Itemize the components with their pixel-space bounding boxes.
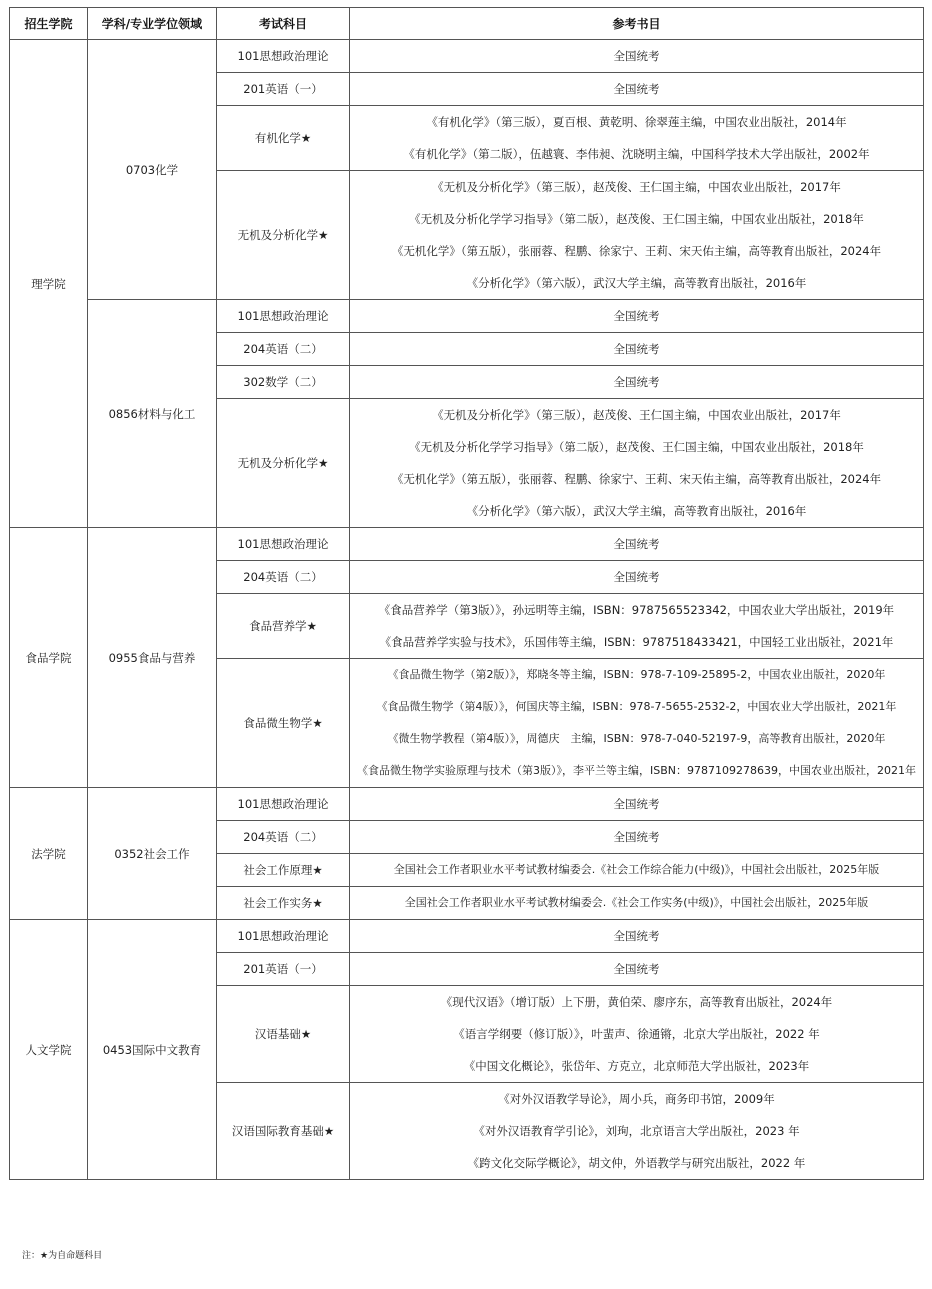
- reference-line: 《无机及分析化学》（第三版），赵茂俊、王仁国主编，中国农业出版社，2017年: [432, 408, 841, 422]
- major-cell: 0703化学: [88, 40, 217, 300]
- footnote: 注：★为自命题科目: [22, 1251, 103, 1261]
- subject-cell: 101思想政治理论: [217, 920, 350, 953]
- table-row: [10, 920, 924, 953]
- reference-cell: 全国社会工作者职业水平考试教材编委会.《社会工作综合能力(中级)》，中国社会出版社，2025年版: [350, 854, 924, 887]
- reference-line: 《中国文化概论》，张岱年、方克立，北京师范大学出版社，2023年: [463, 1059, 810, 1073]
- reference-cell: [350, 106, 924, 171]
- table-row: [10, 528, 924, 561]
- table-row: [10, 40, 924, 73]
- reference-line: 《跨文化交际学概论》，胡文仲，外语教学与研究出版社，2022 年: [467, 1156, 806, 1170]
- reference-line: 《无机及分析化学》（第三版），赵茂俊、王仁国主编，中国农业出版社，2017年: [432, 180, 841, 194]
- subject-cell: 食品微生物学★: [217, 659, 350, 788]
- subject-cell: 有机化学★: [217, 106, 350, 171]
- subject-cell: 101思想政治理论: [217, 40, 350, 73]
- reference-line: 《食品营养学（第3版）》，孙远明等主编，ISBN：9787565523342，中国农业大学出版社，2019年: [378, 603, 895, 617]
- reference-cell: 全国统考: [350, 561, 924, 594]
- reference-cell: 全国统考: [350, 953, 924, 986]
- reference-line: 《食品营养学实验与技术》，乐国伟等主编，ISBN：9787518433421，中国轻工业出版社，2021年: [379, 635, 894, 649]
- admission-table: [9, 7, 924, 1180]
- subject-cell: 食品营养学★: [217, 594, 350, 659]
- subject-cell: 302数学（二）: [217, 366, 350, 399]
- table-row: [10, 788, 924, 821]
- reference-line: 《微生物学教程（第4版）》，周德庆 主编，ISBN：978-7-040-52197-9，高等教育出版社，2020年: [387, 732, 886, 745]
- reference-cell: [350, 659, 924, 788]
- header-reference-books: 参考书目: [350, 8, 924, 40]
- college-cell: 理学院: [10, 40, 88, 528]
- reference-line: 《食品微生物学（第2版）》，郑晓冬等主编，ISBN：978-7-109-25895-2，中国农业出版社，2020年: [387, 668, 886, 681]
- major-cell: 0856材料与化工: [88, 300, 217, 528]
- reference-cell: 全国统考: [350, 920, 924, 953]
- reference-line: 《无机化学》（第五版），张丽蓉、程鹏、徐家宁、王莉、宋天佑主编，高等教育出版社，2024年: [391, 472, 882, 486]
- subject-cell: 204英语（二）: [217, 333, 350, 366]
- reference-line: 《现代汉语》（增订版）上下册，黄伯荣、廖序东，高等教育出版社，2024年: [440, 995, 833, 1009]
- header-exam-subject: 考试科目: [217, 8, 350, 40]
- reference-line: 《分析化学》（第六版），武汉大学主编，高等教育出版社，2016年: [466, 504, 807, 518]
- subject-cell: 社会工作实务★: [217, 887, 350, 920]
- subject-cell: 204英语（二）: [217, 821, 350, 854]
- reference-cell: 全国统考: [350, 73, 924, 106]
- reference-line: 《无机化学》（第五版），张丽蓉、程鹏、徐家宁、王莉、宋天佑主编，高等教育出版社，2024年: [391, 244, 882, 258]
- reference-line: 《有机化学》（第三版），夏百根、黄乾明、徐翠莲主编，中国农业出版社，2014年: [426, 115, 847, 129]
- reference-cell: 全国统考: [350, 366, 924, 399]
- table-header-row: [10, 8, 924, 40]
- reference-cell: 全国统考: [350, 788, 924, 821]
- table-row: [10, 300, 924, 333]
- reference-cell: 全国统考: [350, 528, 924, 561]
- reference-line: 《食品微生物学（第4版）》，何国庆等主编，ISBN：978-7-5655-2532-2，中国农业大学出版社，2021年: [376, 700, 897, 713]
- reference-cell: 全国统考: [350, 821, 924, 854]
- reference-cell: 全国统考: [350, 40, 924, 73]
- subject-cell: 101思想政治理论: [217, 300, 350, 333]
- college-cell: 食品学院: [10, 528, 88, 788]
- subject-cell: 101思想政治理论: [217, 788, 350, 821]
- reference-line-wrapped: 《食品微生物学实验原理与技术（第3版）》，李平兰等主编，ISBN：9787109278639，中国农业出版社，2021年: [357, 764, 916, 777]
- reference-cell: [350, 1083, 924, 1180]
- reference-line: 《分析化学》（第六版），武汉大学主编，高等教育出版社，2016年: [466, 276, 807, 290]
- header-college: 招生学院: [10, 8, 88, 40]
- college-cell: 法学院: [10, 788, 88, 920]
- reference-line: 《有机化学》（第二版），伍越寰、李伟昶、沈晓明主编，中国科学技术大学出版社，2002年: [403, 147, 870, 161]
- reference-cell: [350, 594, 924, 659]
- reference-line: 《语言学纲要（修订版）》，叶蜚声、徐通锵，北京大学出版社，2022 年: [453, 1027, 820, 1041]
- subject-cell: 汉语国际教育基础★: [217, 1083, 350, 1180]
- college-cell: 人文学院: [10, 920, 88, 1180]
- subject-cell: 无机及分析化学★: [217, 399, 350, 528]
- reference-cell: [350, 171, 924, 300]
- reference-line: 《无机及分析化学学习指导》（第二版），赵茂俊、王仁国主编，中国农业出版社，2018年: [409, 212, 864, 226]
- reference-line: 《对外汉语教学导论》，周小兵，商务印书馆，2009年: [498, 1092, 775, 1106]
- reference-cell: 全国统考: [350, 300, 924, 333]
- reference-line: 《无机及分析化学学习指导》（第二版），赵茂俊、王仁国主编，中国农业出版社，2018年: [409, 440, 864, 454]
- major-cell: 0453国际中文教育: [88, 920, 217, 1180]
- major-cell: 0352社会工作: [88, 788, 217, 920]
- reference-cell: 全国社会工作者职业水平考试教材编委会.《社会工作实务(中级)》，中国社会出版社，2025年版: [350, 887, 924, 920]
- subject-cell: 101思想政治理论: [217, 528, 350, 561]
- header-major: 学科/专业学位领域: [88, 8, 217, 40]
- subject-cell: 204英语（二）: [217, 561, 350, 594]
- subject-cell: 201英语（一）: [217, 953, 350, 986]
- reference-line: 《对外汉语教育学引论》，刘珣，北京语言大学出版社，2023 年: [473, 1124, 800, 1138]
- major-cell: 0955食品与营养: [88, 528, 217, 788]
- reference-cell: 全国统考: [350, 333, 924, 366]
- reference-cell: [350, 986, 924, 1083]
- reference-cell: [350, 399, 924, 528]
- subject-cell: 201英语（一）: [217, 73, 350, 106]
- subject-cell: 社会工作原理★: [217, 854, 350, 887]
- subject-cell: 无机及分析化学★: [217, 171, 350, 300]
- subject-cell: 汉语基础★: [217, 986, 350, 1083]
